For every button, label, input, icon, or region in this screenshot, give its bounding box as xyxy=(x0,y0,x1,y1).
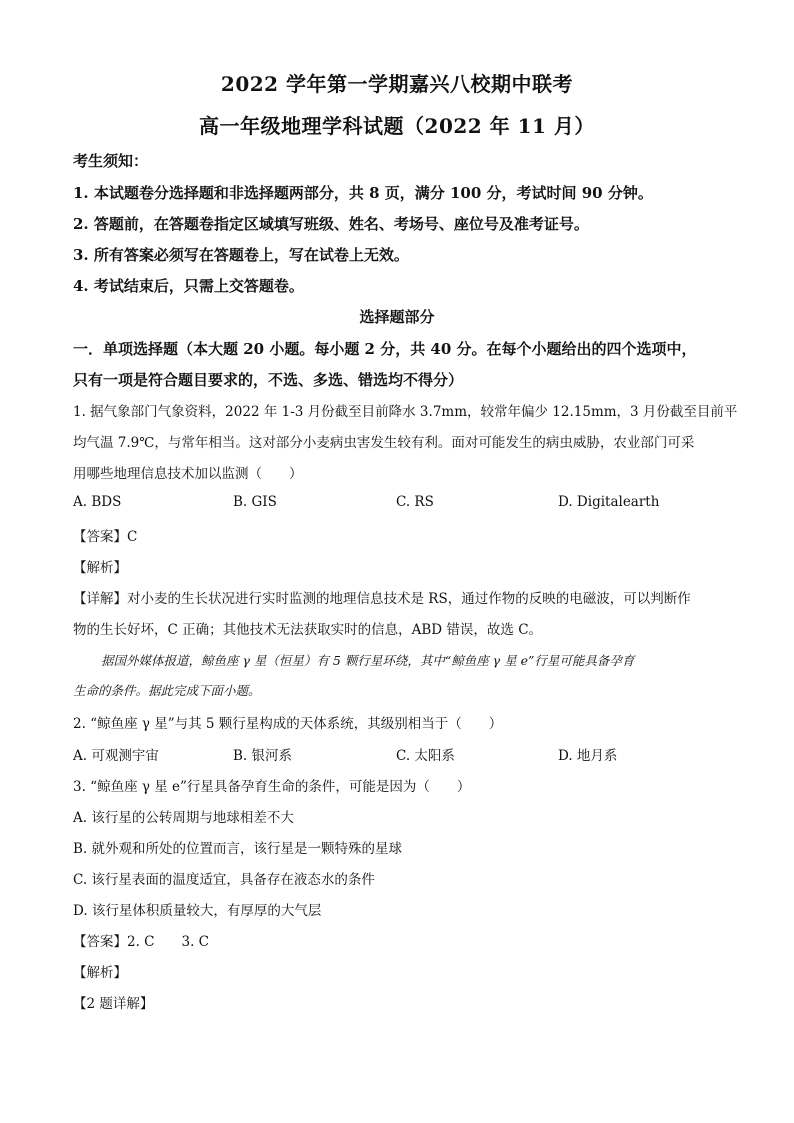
q1-option-b: B. GIS xyxy=(233,494,277,510)
q1-stem-line1: 1. 据气象部门气象资料，2022 年 1-3 月份截至目前降水 3.7mm，较常年偏少 12.15mm，3 月份截至目前平 xyxy=(73,404,738,420)
q3-analysis-label: 【解析】 xyxy=(73,965,127,981)
notice-item-2: 2. 答题前，在答题卷指定区域填写班级、姓名、考场号、座位号及准考证号。 xyxy=(73,215,589,233)
q3-stem: 3. “鲸鱼座 γ 星 e”行星具备孕育生命的条件，可能是因为（ ） xyxy=(73,779,471,795)
q1-option-a: A. BDS xyxy=(73,494,122,510)
notice-item-3: 3. 所有答案必须写在答题卷上，写在试卷上无效。 xyxy=(73,246,409,264)
q1-stem-line3: 用哪些地理信息技术加以监测（ ） xyxy=(73,466,303,482)
q3-option-c: C. 该行星表面的温度适宜，具备存在液态水的条件 xyxy=(73,872,375,888)
notice-item-1: 1. 本试题卷分选择题和非选择题两部分，共 8 页，满分 100 分，考试时间 90 分钟。 xyxy=(73,184,653,202)
q3-option-d: D. 该行星体积质量较大，有厚厚的大气层 xyxy=(73,903,322,919)
section-instruction-line1: 一．单项选择题（本大题 20 小题。每小题 2 分，共 40 分。在每个小题给出的四个选项中， xyxy=(73,340,697,358)
q1-answer: 【答案】C xyxy=(73,529,138,545)
q2-option-a: A. 可观测宇宙 xyxy=(73,748,159,764)
exam-title: 2022 学年第一学期嘉兴八校期中联考 xyxy=(220,72,574,96)
q3-option-b: B. 就外观和所处的位置而言，该行星是一颗特殊的星球 xyxy=(73,841,403,857)
q1-detail-line2: 物的生长好坏，C 正确；其他技术无法获取实时的信息，ABD 错误，故选 C。 xyxy=(73,622,543,638)
section-instruction-line2: 只有一项是符合题目要求的，不选、多选、错选均不得分） xyxy=(73,371,464,389)
q1-analysis-label: 【解析】 xyxy=(73,560,127,576)
notice-item-4: 4. 考试结束后，只需上交答题卷。 xyxy=(73,277,304,295)
q2-stem: 2. “鲸鱼座 γ 星”与其 5 颗行星构成的天体系统，其级别相当于（ ） xyxy=(73,716,503,732)
q1-option-d: D. Digitalearth xyxy=(558,494,660,510)
q2-option-c: C. 太阳系 xyxy=(396,748,455,764)
notice-heading: 考生须知： xyxy=(73,152,149,170)
q2-option-d: D. 地月系 xyxy=(558,748,618,764)
section-title: 选择题部分 xyxy=(359,308,435,326)
q1-stem-line2: 均气温 7.9℃，与常年相当。这对部分小麦病虫害发生较有利。面对可能发生的病虫威胁，农业部门可采 xyxy=(73,435,695,451)
exam-subtitle: 高一年级地理学科试题（2022 年 11 月） xyxy=(199,114,595,138)
q2-detail-label: 【2 题详解】 xyxy=(73,996,154,1012)
story-line1: 据国外媒体报道，鲸鱼座 γ 星（恒星）有 5 颗行星环绕，其中“鲸鱼座 γ 星 e”行星可能具备孕育 xyxy=(101,653,635,668)
story-line2: 生命的条件。据此完成下面小题。 xyxy=(73,683,261,698)
q3-answer: 【答案】2. C 3. C xyxy=(73,934,210,950)
q1-option-c: C. RS xyxy=(396,494,434,510)
q1-detail-line1: 【详解】对小麦的生长状况进行实时监测的地理信息技术是 RS，通过作物的反映的电磁波，可以判断作 xyxy=(73,591,691,607)
q2-option-b: B. 银河系 xyxy=(233,748,293,764)
q3-option-a: A. 该行星的公转周期与地球相差不大 xyxy=(73,810,294,826)
